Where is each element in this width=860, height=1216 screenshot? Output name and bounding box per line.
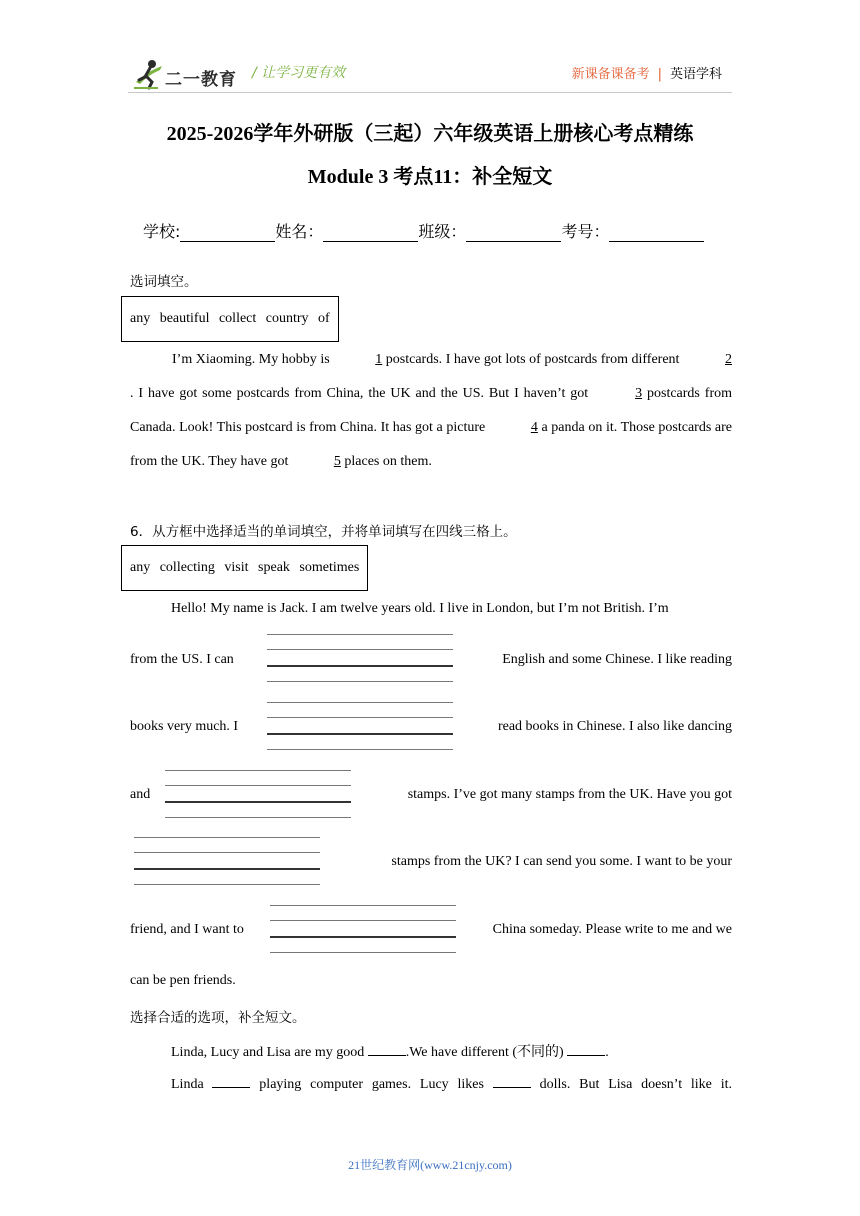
document-subtitle: Module 3 考点11：补全短文	[307, 166, 553, 188]
class-label: 班级：	[418, 222, 467, 241]
exam-no-field[interactable]	[609, 223, 704, 242]
blank-2[interactable]: 2	[725, 352, 732, 367]
runner-logo-icon	[132, 58, 166, 90]
passage-text: Linda, Lucy and Lisa are my good	[171, 1045, 368, 1060]
name-field[interactable]	[323, 223, 418, 242]
school-field[interactable]	[180, 223, 275, 242]
passage-text: dolls. But Lisa doesn’t like it.	[530, 1077, 732, 1092]
header-slogan: / 让学习更有效	[252, 65, 346, 81]
section2-line3-start: books very much. I	[130, 719, 239, 734]
header-subject-label: 英语学科	[669, 67, 722, 82]
page-footer: 21世纪教育网(www.21cnjy.com)	[348, 1158, 512, 1172]
passage-text: Linda	[171, 1077, 213, 1092]
four-line-blank-1[interactable]	[267, 634, 453, 682]
section2-line4-end: stamps. I’ve got many stamps from the UK. Have you got	[407, 787, 732, 802]
section2-line6-end: China someday. Please write to me and we	[492, 922, 732, 937]
class-field[interactable]	[466, 223, 561, 242]
blank-5[interactable]: 5	[333, 454, 341, 469]
section2-line4-start: and	[130, 787, 151, 802]
section2-instruction: 6．从方框中选择适当的单词填空，并将单词填写在四线三格上。	[130, 524, 517, 540]
passage-text: postcards from Canada. Look! This postcard is from China. It has got a picture	[130, 386, 733, 435]
student-info-line	[143, 219, 704, 242]
blank-3[interactable]: 3	[635, 386, 643, 401]
blank-4[interactable]: 4	[530, 420, 538, 435]
section2-line7: can be pen friends.	[130, 973, 236, 988]
section3-blank-4[interactable]	[493, 1075, 531, 1088]
name-label: 姓名：	[275, 222, 324, 241]
header-right	[572, 63, 722, 82]
section2-line1: Hello! My name is Jack. I am twelve years old. I live in London, but I’m not British. I’m	[171, 601, 669, 616]
header-separator: |	[657, 67, 662, 82]
logo-text: 二一教育	[165, 70, 237, 90]
passage-text: places on them.	[340, 454, 432, 469]
four-line-blank-5[interactable]	[270, 905, 456, 953]
passage-text: . I have got some postcards from China, the UK and the US. But I haven’t got	[130, 386, 594, 401]
passage-text: postcards. I have got lots of postcards from different	[382, 352, 683, 367]
section2-word-box: any collecting visit speak sometimes	[121, 545, 368, 591]
header-divider	[128, 92, 732, 93]
section3-blank-3[interactable]	[212, 1075, 250, 1088]
four-line-blank-2[interactable]	[267, 702, 453, 750]
section3-blank-2[interactable]	[567, 1043, 605, 1056]
blank-1[interactable]: 1	[375, 352, 383, 367]
section2-line5-end: stamps from the UK? I can send you some. I want to be your	[391, 854, 732, 869]
logo	[132, 58, 238, 90]
passage-text: .We have different (不同的)	[405, 1045, 568, 1060]
section3-line2	[171, 1075, 732, 1093]
section2-line2-end: English and some Chinese. I like reading	[502, 652, 732, 667]
four-line-blank-3[interactable]	[165, 770, 351, 818]
passage-text: playing computer games. Lucy likes	[250, 1077, 493, 1092]
school-label: 学校:	[143, 222, 181, 241]
section1-word-box: any beautiful collect country of	[121, 296, 339, 342]
header-course-label: 新课备课备考	[571, 67, 650, 82]
section2-line3-end: read books in Chinese. I also like dancing	[497, 719, 732, 734]
section2-line6-start: friend, and I want to	[130, 922, 244, 937]
section3-instruction: 选择合适的选项，补全短文。	[130, 1010, 306, 1026]
passage-text: .	[605, 1045, 609, 1060]
section2-line2-start: from the US. I can	[130, 652, 234, 667]
exam-no-label: 考号：	[561, 222, 610, 241]
section3-line1	[171, 1041, 609, 1061]
passage-text: a panda on it. Those postcards are from the UK. They have got	[130, 420, 733, 469]
document-title: 2025-2026学年外研版（三起）六年级英语上册核心考点精练	[166, 123, 694, 145]
section3-blank-1[interactable]	[368, 1043, 406, 1056]
section1-passage	[130, 343, 732, 479]
four-line-blank-4[interactable]	[134, 837, 320, 885]
passage-text: I’m Xiaoming. My hobby is	[172, 352, 334, 367]
section1-instruction: 选词填空。	[130, 274, 198, 290]
